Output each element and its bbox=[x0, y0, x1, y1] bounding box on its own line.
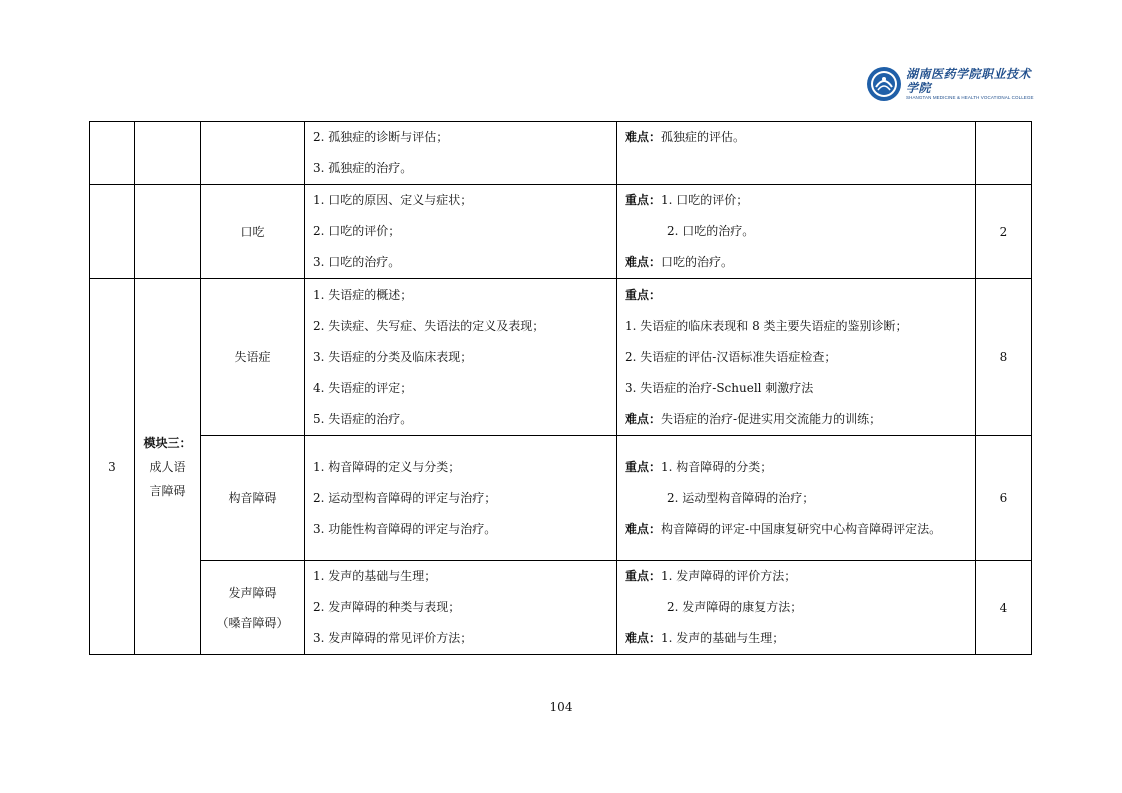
module-cell bbox=[135, 122, 201, 185]
topic-name: 发声障碍 bbox=[228, 585, 277, 600]
topic-cell bbox=[201, 122, 305, 185]
content-line: 2. 运动型构音障碍的评定与治疗； bbox=[313, 490, 497, 505]
key-point: 1. 口吃的评价； bbox=[661, 193, 749, 207]
content-line: 2. 孤独症的诊断与评估； bbox=[313, 130, 449, 144]
topic-subname: （嗓音障碍） bbox=[216, 615, 289, 630]
key-label: 重点： bbox=[625, 569, 662, 583]
topic-cell: 构音障碍 bbox=[201, 436, 305, 561]
table-row bbox=[90, 122, 1032, 185]
page-number: 104 bbox=[549, 700, 573, 714]
curriculum-table bbox=[89, 121, 1032, 655]
content-line: 2. 失读症、失写症、失语法的定义及表现； bbox=[313, 318, 545, 333]
hours-cell: 4 bbox=[976, 561, 1032, 655]
key-point: 2. 口吃的治疗。 bbox=[667, 224, 755, 238]
content-line: 3. 发声障碍的常见评价方法； bbox=[313, 631, 473, 645]
key-label: 重点： bbox=[625, 459, 662, 474]
key-point: 2. 发声障碍的康复方法； bbox=[667, 600, 803, 614]
difficulty-text: 构音障碍的评定-中国康复研究中心构音障碍评定法。 bbox=[661, 521, 942, 536]
keypoints-cell bbox=[617, 436, 976, 561]
content-line: 1. 构音障碍的定义与分类； bbox=[313, 459, 461, 474]
hours-cell bbox=[976, 122, 1032, 185]
difficulty-text: 孤独症的评估。 bbox=[661, 130, 746, 144]
content-line: 4. 失语症的评定； bbox=[313, 380, 413, 395]
difficulty-label: 难点： bbox=[625, 255, 662, 269]
keypoints-cell bbox=[617, 122, 976, 185]
content-line: 2. 口吃的评价； bbox=[313, 224, 401, 238]
num-cell bbox=[90, 122, 135, 185]
topic-cell: 口吃 bbox=[201, 185, 305, 279]
content-cell bbox=[305, 122, 617, 185]
logo-english-name: SHANGTAN MEDICINE & HEALTH VOCATIONAL COLLEGE bbox=[906, 95, 1034, 100]
topic-cell bbox=[201, 561, 305, 655]
key-point: 1. 构音障碍的分类； bbox=[661, 459, 773, 474]
content-line: 2. 发声障碍的种类与表现； bbox=[313, 600, 461, 614]
difficulty-label: 难点： bbox=[625, 631, 662, 645]
module-cell bbox=[135, 185, 201, 279]
keypoints-cell bbox=[617, 185, 976, 279]
college-logo bbox=[866, 64, 1034, 104]
difficulty-label: 难点： bbox=[625, 411, 662, 426]
content-line: 3. 孤独症的治疗。 bbox=[313, 161, 413, 175]
num-cell bbox=[90, 185, 135, 279]
content-line: 3. 失语症的分类及临床表现； bbox=[313, 349, 473, 364]
content-cell bbox=[305, 436, 617, 561]
content-line: 1. 口吃的原因、定义与症状； bbox=[313, 193, 473, 207]
content-cell bbox=[305, 279, 617, 436]
difficulty-text: 1. 发声的基础与生理； bbox=[661, 631, 785, 645]
difficulty-label: 难点： bbox=[625, 521, 662, 536]
key-label: 重点： bbox=[625, 287, 662, 302]
key-label: 重点： bbox=[625, 193, 662, 207]
module-name: 言障碍 bbox=[149, 483, 186, 498]
key-point: 2. 失语症的评估-汉语标准失语症检查； bbox=[625, 349, 837, 364]
module-label: 模块三： bbox=[143, 435, 192, 450]
hours-cell: 8 bbox=[976, 279, 1032, 436]
content-line: 5. 失语症的治疗。 bbox=[313, 411, 413, 426]
hours-cell: 2 bbox=[976, 185, 1032, 279]
content-line: 1. 发声的基础与生理； bbox=[313, 569, 437, 583]
difficulty-text: 口吃的治疗。 bbox=[661, 255, 734, 269]
table-row bbox=[90, 279, 1032, 436]
key-point: 1. 发声障碍的评价方法； bbox=[661, 569, 797, 583]
difficulty-text: 失语症的治疗-促进实用交流能力的训练； bbox=[661, 411, 882, 426]
key-point: 1. 失语症的临床表现和 8 类主要失语症的鉴别诊断； bbox=[625, 318, 908, 333]
keypoints-cell bbox=[617, 279, 976, 436]
hours-cell: 6 bbox=[976, 436, 1032, 561]
college-emblem-icon bbox=[866, 66, 902, 102]
key-point: 3. 失语症的治疗-Schuell 刺激疗法 bbox=[625, 380, 814, 395]
topic-cell: 失语症 bbox=[201, 279, 305, 436]
table-row bbox=[90, 561, 1032, 655]
content-cell bbox=[305, 561, 617, 655]
content-line: 1. 失语症的概述； bbox=[313, 287, 413, 302]
content-cell bbox=[305, 185, 617, 279]
key-point: 2. 运动型构音障碍的治疗； bbox=[667, 490, 815, 505]
content-line: 3. 口吃的治疗。 bbox=[313, 255, 401, 269]
difficulty-label: 难点： bbox=[625, 130, 662, 144]
module-name: 成人语 bbox=[149, 459, 186, 474]
logo-chinese-name: 湖南医药学院职业技术学院 bbox=[906, 67, 1032, 95]
table-row bbox=[90, 436, 1032, 561]
num-cell: 3 bbox=[90, 279, 135, 655]
module-cell bbox=[135, 279, 201, 655]
content-line: 3. 功能性构音障碍的评定与治疗。 bbox=[313, 521, 497, 536]
keypoints-cell bbox=[617, 561, 976, 655]
table-row bbox=[90, 185, 1032, 279]
